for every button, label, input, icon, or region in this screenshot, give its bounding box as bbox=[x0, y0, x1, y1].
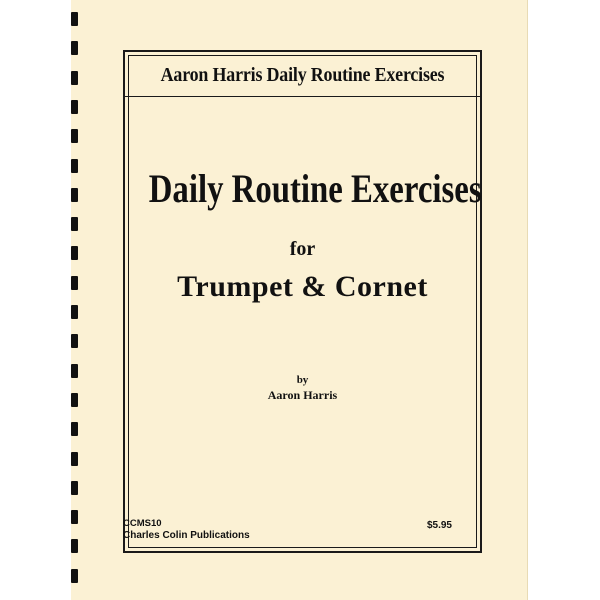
cover-border-frame bbox=[123, 50, 482, 553]
spiral-ring bbox=[71, 481, 78, 495]
price-label: $5.95 bbox=[426, 520, 452, 531]
series-title: Aaron Harris Daily Routine Exercises bbox=[160, 65, 445, 86]
spiral-ring bbox=[71, 41, 78, 55]
spiral-ring bbox=[71, 100, 78, 114]
spiral-ring bbox=[71, 569, 78, 583]
spiral-ring bbox=[71, 188, 78, 202]
instrument-title: Trumpet & Cornet bbox=[177, 270, 428, 303]
spiral-ring bbox=[71, 539, 78, 553]
author-name: Aaron Harris bbox=[267, 388, 338, 402]
spiral-ring bbox=[71, 12, 78, 26]
spiral-ring bbox=[71, 246, 78, 260]
spiral-ring bbox=[71, 71, 78, 85]
spiral-ring bbox=[71, 217, 78, 231]
spiral-ring bbox=[71, 334, 78, 348]
spiral-ring bbox=[71, 393, 78, 407]
by-label: by bbox=[296, 374, 309, 386]
catalog-code: CCMS10 bbox=[123, 518, 162, 529]
spiral-ring bbox=[71, 510, 78, 524]
for-label: for bbox=[289, 238, 316, 260]
spiral-ring bbox=[71, 364, 78, 378]
spiral-ring bbox=[71, 159, 78, 173]
header-divider bbox=[125, 96, 480, 97]
spiral-ring bbox=[71, 305, 78, 319]
spiral-ring bbox=[71, 422, 78, 436]
spiral-ring bbox=[71, 276, 78, 290]
main-title: Daily Routine Exercises bbox=[148, 166, 482, 211]
spiral-ring bbox=[71, 452, 78, 466]
publisher-name: Charles Colin Publications bbox=[123, 530, 250, 541]
spiral-binding bbox=[71, 12, 79, 600]
spiral-ring bbox=[71, 129, 78, 143]
